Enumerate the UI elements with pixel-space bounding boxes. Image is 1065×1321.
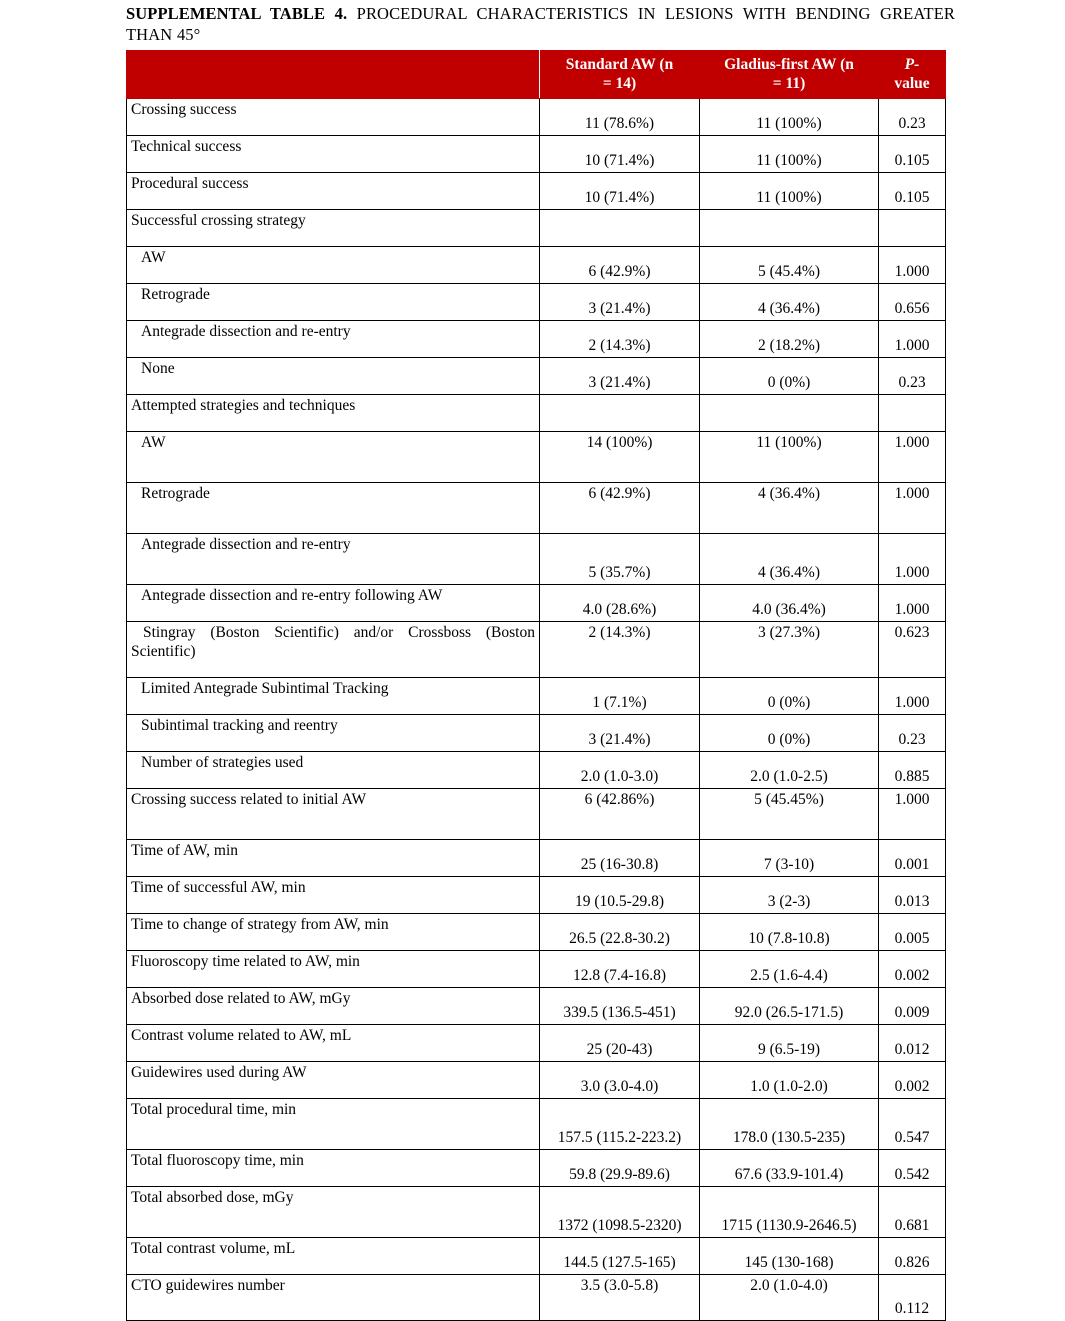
cell-p-value: 0.112 <box>879 1275 946 1321</box>
cell-standard-aw: 11 (78.6%) <box>540 99 700 136</box>
row-label: Retrograde <box>127 483 540 534</box>
cell-standard-aw <box>540 395 700 432</box>
header-standard-aw-line2: = 14) <box>602 75 637 92</box>
cell-gladius-first-aw: 0 (0%) <box>700 715 879 752</box>
cell-p-value: 0.826 <box>879 1238 946 1275</box>
cell-gladius-first-aw: 1715 (1130.9-2646.5) <box>700 1187 879 1238</box>
cell-gladius-first-aw: 2 (18.2%) <box>700 321 879 358</box>
cell-gladius-first-aw: 67.6 (33.9-101.4) <box>700 1150 879 1187</box>
cell-p-value: 0.23 <box>879 715 946 752</box>
cell-standard-aw: 339.5 (136.5-451) <box>540 988 700 1025</box>
cell-p-value: 0.547 <box>879 1099 946 1150</box>
header-gladius-line2: = 11) <box>772 75 806 92</box>
cell-p-value: 0.002 <box>879 1062 946 1099</box>
cell-standard-aw: 3 (21.4%) <box>540 284 700 321</box>
header-cell-label <box>127 51 540 99</box>
cell-standard-aw: 2 (14.3%) <box>540 622 700 678</box>
header-standard-aw-line1: Standard AW (n <box>565 56 674 73</box>
cell-gladius-first-aw: 5 (45.4%) <box>700 247 879 284</box>
cell-p-value: 1.000 <box>879 534 946 585</box>
cell-p-value: 0.001 <box>879 840 946 877</box>
cell-gladius-first-aw: 4.0 (36.4%) <box>700 585 879 622</box>
cell-standard-aw: 1372 (1098.5-2320) <box>540 1187 700 1238</box>
cell-p-value: 0.005 <box>879 914 946 951</box>
table-body <box>127 99 946 1321</box>
cell-gladius-first-aw: 0 (0%) <box>700 678 879 715</box>
cell-gladius-first-aw: 4 (36.4%) <box>700 284 879 321</box>
cell-p-value: 0.656 <box>879 284 946 321</box>
row-label: Antegrade dissection and re-entry <box>127 321 540 358</box>
cell-p-value: 0.012 <box>879 1025 946 1062</box>
cell-gladius-first-aw: 3 (2-3) <box>700 877 879 914</box>
cell-gladius-first-aw: 11 (100%) <box>700 136 879 173</box>
cell-p-value: 1.000 <box>879 321 946 358</box>
cell-p-value: 0.009 <box>879 988 946 1025</box>
cell-standard-aw: 19 (10.5-29.8) <box>540 877 700 914</box>
cell-gladius-first-aw <box>700 395 879 432</box>
table-row <box>127 284 946 321</box>
cell-gladius-first-aw <box>700 210 879 247</box>
caption-rest: PROCEDURAL CHARACTERISTICS IN LESIONS WITH BENDING GREATER THAN 45° <box>126 4 955 44</box>
cell-standard-aw: 3.5 (3.0-5.8) <box>540 1275 700 1321</box>
row-label: Stingray (Boston Scientific) and/or Crossboss (Boston Scientific) <box>127 622 540 678</box>
row-label: Contrast volume related to AW, mL <box>127 1025 540 1062</box>
header-row <box>127 51 946 99</box>
table-row <box>127 951 946 988</box>
cell-standard-aw: 144.5 (127.5-165) <box>540 1238 700 1275</box>
row-label: Time to change of strategy from AW, min <box>127 914 540 951</box>
cell-gladius-first-aw: 2.0 (1.0-2.5) <box>700 752 879 789</box>
cell-gladius-first-aw: 1.0 (1.0-2.0) <box>700 1062 879 1099</box>
table-row <box>127 173 946 210</box>
row-label: Absorbed dose related to AW, mGy <box>127 988 540 1025</box>
cell-p-value: 0.681 <box>879 1187 946 1238</box>
cell-standard-aw: 25 (20-43) <box>540 1025 700 1062</box>
cell-gladius-first-aw: 92.0 (26.5-171.5) <box>700 988 879 1025</box>
cell-gladius-first-aw: 11 (100%) <box>700 432 879 483</box>
cell-standard-aw: 59.8 (29.9-89.6) <box>540 1150 700 1187</box>
cell-p-value: 1.000 <box>879 585 946 622</box>
cell-standard-aw: 14 (100%) <box>540 432 700 483</box>
cell-p-value: 0.23 <box>879 99 946 136</box>
header-p-line2: value <box>894 75 930 92</box>
cell-gladius-first-aw: 7 (3-10) <box>700 840 879 877</box>
header-cell-gladius-first-aw <box>700 51 879 99</box>
cell-gladius-first-aw: 9 (6.5-19) <box>700 1025 879 1062</box>
row-label: Crossing success related to initial AW <box>127 789 540 840</box>
table-row <box>127 534 946 585</box>
cell-p-value: 1.000 <box>879 247 946 284</box>
header-p-line1: P- <box>904 56 920 73</box>
row-label: Guidewires used during AW <box>127 1062 540 1099</box>
header-cell-standard-aw <box>540 51 700 99</box>
table-row <box>127 1099 946 1150</box>
row-label: Attempted strategies and techniques <box>127 395 540 432</box>
table-row <box>127 1025 946 1062</box>
table-caption <box>126 4 955 45</box>
header-gladius-line1: Gladius-first AW (n <box>724 56 854 73</box>
cell-p-value: 0.623 <box>879 622 946 678</box>
table-row <box>127 1150 946 1187</box>
row-label: AW <box>127 247 540 284</box>
row-label: Procedural success <box>127 173 540 210</box>
table-row <box>127 715 946 752</box>
table-row <box>127 752 946 789</box>
cell-p-value: 0.23 <box>879 358 946 395</box>
table-row <box>127 432 946 483</box>
cell-gladius-first-aw: 3 (27.3%) <box>700 622 879 678</box>
table-row <box>127 247 946 284</box>
table-row <box>127 1238 946 1275</box>
cell-gladius-first-aw: 178.0 (130.5-235) <box>700 1099 879 1150</box>
row-label: Antegrade dissection and re-entry <box>127 534 540 585</box>
cell-gladius-first-aw: 10 (7.8-10.8) <box>700 914 879 951</box>
table-row <box>127 99 946 136</box>
cell-p-value: 0.885 <box>879 752 946 789</box>
cell-p-value: 0.002 <box>879 951 946 988</box>
cell-p-value <box>879 210 946 247</box>
table-row <box>127 678 946 715</box>
table-row <box>127 877 946 914</box>
cell-gladius-first-aw: 4 (36.4%) <box>700 483 879 534</box>
row-label: Retrograde <box>127 284 540 321</box>
cell-gladius-first-aw: 2.5 (1.6-4.4) <box>700 951 879 988</box>
table-row <box>127 840 946 877</box>
cell-standard-aw: 10 (71.4%) <box>540 136 700 173</box>
row-label: Total fluoroscopy time, min <box>127 1150 540 1187</box>
row-label: Time of successful AW, min <box>127 877 540 914</box>
cell-p-value <box>879 395 946 432</box>
cell-gladius-first-aw: 4 (36.4%) <box>700 534 879 585</box>
row-label: Number of strategies used <box>127 752 540 789</box>
header-cell-p-value <box>879 51 946 99</box>
cell-standard-aw: 26.5 (22.8-30.2) <box>540 914 700 951</box>
table-row <box>127 914 946 951</box>
cell-standard-aw <box>540 210 700 247</box>
cell-standard-aw: 6 (42.9%) <box>540 247 700 284</box>
table-row <box>127 210 946 247</box>
table-row <box>127 1187 946 1238</box>
cell-standard-aw: 12.8 (7.4-16.8) <box>540 951 700 988</box>
row-label: Fluoroscopy time related to AW, min <box>127 951 540 988</box>
cell-p-value: 1.000 <box>879 432 946 483</box>
cell-standard-aw: 4.0 (28.6%) <box>540 585 700 622</box>
cell-standard-aw: 6 (42.9%) <box>540 483 700 534</box>
cell-p-value: 1.000 <box>879 483 946 534</box>
table-row <box>127 789 946 840</box>
table-row <box>127 988 946 1025</box>
supplemental-table-4 <box>126 50 946 1321</box>
row-label: Technical success <box>127 136 540 173</box>
cell-standard-aw: 5 (35.7%) <box>540 534 700 585</box>
cell-standard-aw: 3 (21.4%) <box>540 358 700 395</box>
cell-gladius-first-aw: 2.0 (1.0-4.0) <box>700 1275 879 1321</box>
table-header <box>127 51 946 99</box>
table-row <box>127 1062 946 1099</box>
cell-gladius-first-aw: 145 (130-168) <box>700 1238 879 1275</box>
cell-gladius-first-aw: 11 (100%) <box>700 173 879 210</box>
cell-gladius-first-aw: 5 (45.45%) <box>700 789 879 840</box>
table-row <box>127 483 946 534</box>
cell-p-value: 1.000 <box>879 789 946 840</box>
cell-gladius-first-aw: 11 (100%) <box>700 99 879 136</box>
row-label: Total procedural time, min <box>127 1099 540 1150</box>
row-label: Antegrade dissection and re-entry following AW <box>127 585 540 622</box>
cell-p-value: 1.000 <box>879 678 946 715</box>
row-label: Total contrast volume, mL <box>127 1238 540 1275</box>
row-label: None <box>127 358 540 395</box>
caption-lead: SUPPLEMENTAL TABLE 4. <box>126 4 348 23</box>
table-row <box>127 358 946 395</box>
table-row <box>127 321 946 358</box>
cell-standard-aw: 6 (42.86%) <box>540 789 700 840</box>
row-label: Crossing success <box>127 99 540 136</box>
row-label: Successful crossing strategy <box>127 210 540 247</box>
cell-p-value: 0.105 <box>879 173 946 210</box>
cell-p-value: 0.542 <box>879 1150 946 1187</box>
cell-standard-aw: 157.5 (115.2-223.2) <box>540 1099 700 1150</box>
table-row <box>127 585 946 622</box>
table-row <box>127 395 946 432</box>
cell-p-value: 0.013 <box>879 877 946 914</box>
row-label: Subintimal tracking and reentry <box>127 715 540 752</box>
cell-standard-aw: 2.0 (1.0-3.0) <box>540 752 700 789</box>
row-label: Limited Antegrade Subintimal Tracking <box>127 678 540 715</box>
row-label: CTO guidewires number <box>127 1275 540 1321</box>
table-row <box>127 136 946 173</box>
row-label: Total absorbed dose, mGy <box>127 1187 540 1238</box>
cell-standard-aw: 25 (16-30.8) <box>540 840 700 877</box>
cell-standard-aw: 3 (21.4%) <box>540 715 700 752</box>
cell-gladius-first-aw: 0 (0%) <box>700 358 879 395</box>
cell-standard-aw: 10 (71.4%) <box>540 173 700 210</box>
row-label: AW <box>127 432 540 483</box>
table-row <box>127 622 946 678</box>
row-label: Time of AW, min <box>127 840 540 877</box>
cell-p-value: 0.105 <box>879 136 946 173</box>
cell-standard-aw: 3.0 (3.0-4.0) <box>540 1062 700 1099</box>
cell-standard-aw: 1 (7.1%) <box>540 678 700 715</box>
table-row <box>127 1275 946 1321</box>
cell-standard-aw: 2 (14.3%) <box>540 321 700 358</box>
